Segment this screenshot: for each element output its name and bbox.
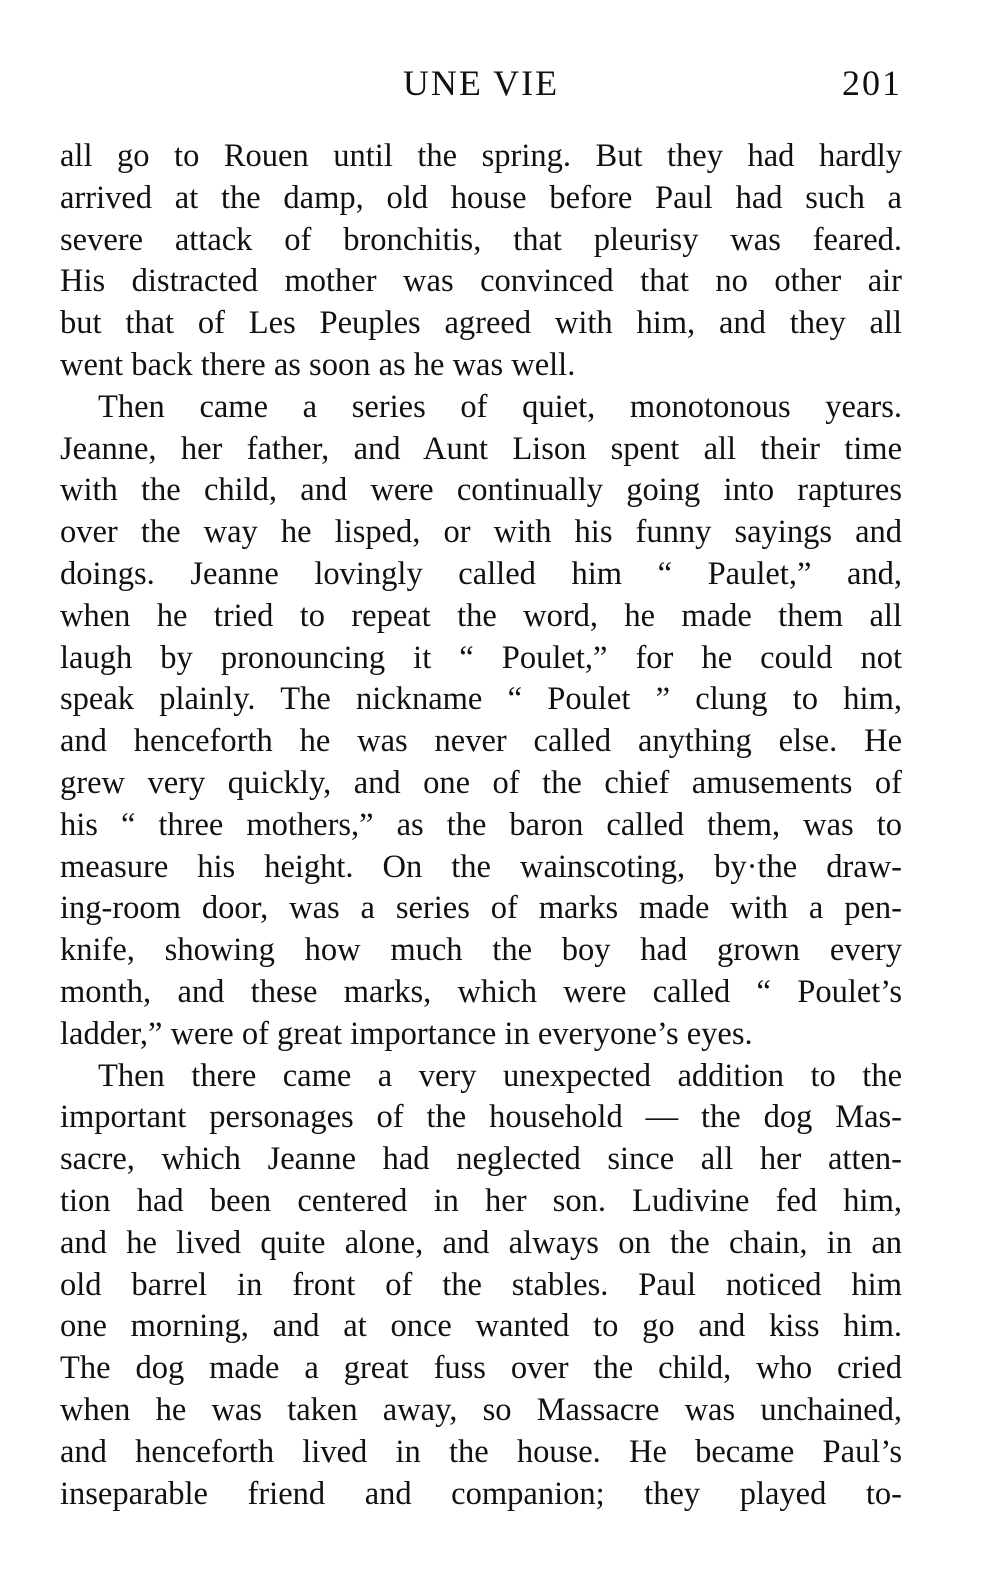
text-line: with the child, and were continually going into raptures <box>60 472 902 509</box>
text-line: and he lived quite alone, and always on the chain, in an <box>60 1224 902 1261</box>
text-line: but that of Les Peuples agreed with him, and they all <box>60 305 902 342</box>
text-line: month, and these marks, which were called “ Poulet’s <box>60 973 902 1010</box>
text-line: grew very quickly, and one of the chief amusements of <box>60 764 902 801</box>
text-line: and henceforth he was never called anything else. He <box>60 723 902 760</box>
text-line: when he was taken away, so Massacre was unchained, <box>60 1391 902 1428</box>
text-line: ladder,” were of great importance in everyone’s eyes. <box>60 1015 753 1052</box>
paragraph <box>60 387 902 1056</box>
text-line: Then there came a very unexpected addition to the <box>98 1057 902 1094</box>
text-line: measure his height. On the wainscoting, by·the draw- <box>60 848 902 885</box>
text-line: went back there as soon as he was well. <box>60 346 576 383</box>
text-line: all go to Rouen until the spring. But they had hardly <box>60 138 902 174</box>
text-line: inseparable friend and companion; they played to- <box>60 1475 902 1512</box>
text-line: and henceforth lived in the house. He became Paul’s <box>60 1433 902 1470</box>
text-line: His distracted mother was convinced that no other air <box>60 263 902 300</box>
running-title: UNE VIE <box>402 63 560 103</box>
body-text <box>60 136 902 1515</box>
text-line: important personages of the household — the dog Mas- <box>60 1099 902 1136</box>
page-number: 201 <box>842 63 902 103</box>
text-line: ing-room door, was a series of marks made with a pen- <box>60 890 902 927</box>
text-line: sacre, which Jeanne had neglected since all her atten- <box>60 1141 902 1178</box>
text-line: doings. Jeanne lovingly called him “ Paulet,” and, <box>60 555 902 592</box>
text-line: when he tried to repeat the word, he made them all <box>60 597 902 634</box>
text-line: one morning, and at once wanted to go and kiss him. <box>60 1308 902 1345</box>
text-line: severe attack of bronchitis, that pleurisy was feared. <box>60 221 902 258</box>
text-line: speak plainly. The nickname “ Poulet ” clung to him, <box>60 681 902 718</box>
text-line: The dog made a great fuss over the child, who cried <box>60 1350 902 1387</box>
text-line: old barrel in front of the stables. Paul noticed him <box>60 1266 902 1303</box>
running-head <box>60 58 902 108</box>
text-line: tion had been centered in her son. Ludivine fed him, <box>60 1182 902 1219</box>
paragraph <box>60 136 902 387</box>
text-line: knife, showing how much the boy had grown every <box>60 932 902 969</box>
text-line: over the way he lisped, or with his funny sayings and <box>60 514 902 551</box>
paragraph <box>60 1056 902 1516</box>
text-line: laugh by pronouncing it “ Poulet,” for he could not <box>60 639 902 676</box>
text-line: his “ three mothers,” as the baron called them, was to <box>60 806 902 843</box>
text-line: Jeanne, her father, and Aunt Lison spent all their time <box>60 430 902 467</box>
text-line: Then came a series of quiet, monotonous years. <box>98 388 902 425</box>
text-line: arrived at the damp, old house before Paul had such a <box>60 179 902 216</box>
